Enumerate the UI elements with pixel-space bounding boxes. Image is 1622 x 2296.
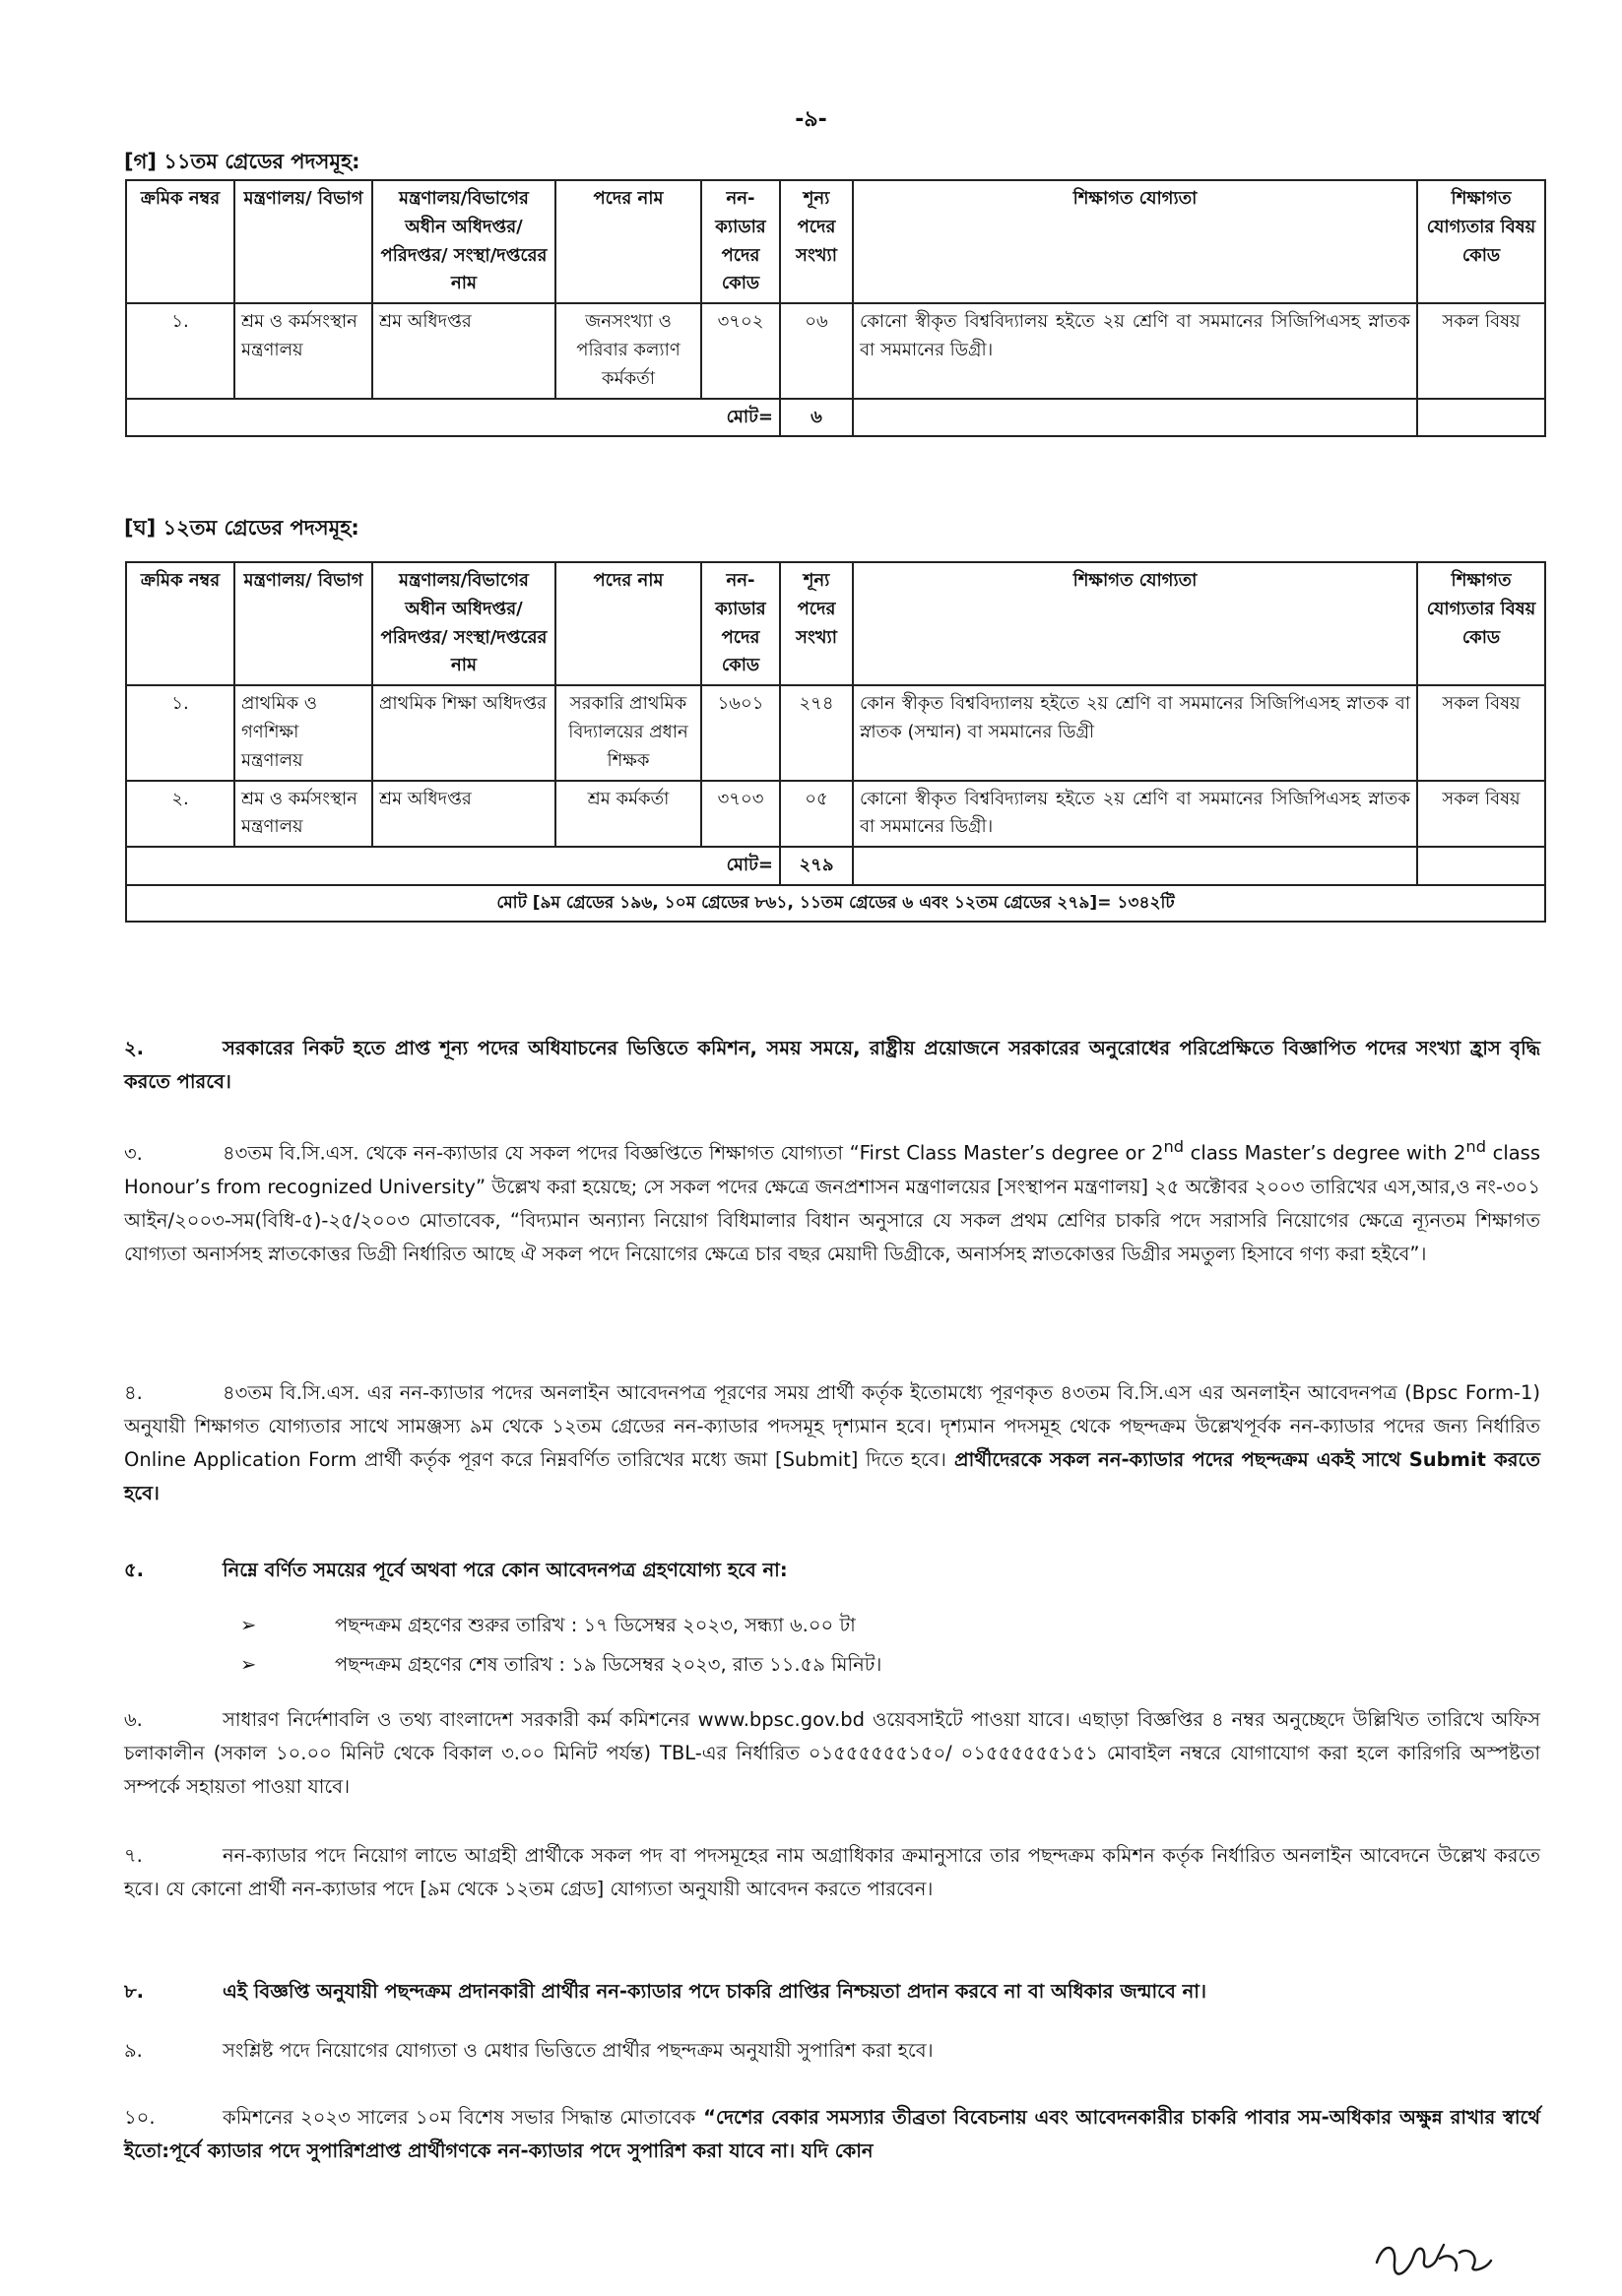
paragraph-number: ৫. bbox=[124, 1559, 145, 1581]
paragraph-text: সাধারণ নির্দেশাবলি ও তথ্য বাংলাদেশ সরকারী কর্ম কমিশনের www.bpsc.gov.bd ওয়েবসাইটে পাওয়া যাবে। এছাড়া বিজ্ঞপ্তির ৪ নম্বর অনুচ্ছেদে উল্লিখিত তারিখে অফিস চলাকালীন (সকাল ১০.০০ মিনিট থেকে বিকাল ৩.০০ মিনিট পর্যন্ত) TBL-এর নির্ধারিত ০১৫৫৫৫৫৫১৫০/ ০১৫৫৫৫৫৫১৫১ মোবাইল নম্বরে যোগাযোগ করা হলে কারিগরি অস্পষ্টতা সম্পর্কে সহায়তা পাওয়া যাবে। bbox=[124, 1708, 1540, 1798]
empty-cell bbox=[853, 847, 1417, 885]
header-vacancy: শূন্য পদের সংখ্যা bbox=[780, 180, 853, 303]
cell-ministry: প্রাথমিক ও গণশিক্ষা মন্ত্রণালয় bbox=[234, 685, 372, 780]
paragraph-number: ৬. bbox=[124, 1708, 143, 1731]
page-number: -৯- bbox=[795, 107, 827, 132]
paragraph-7 bbox=[124, 1839, 1540, 1906]
paragraph-text: সরকারের নিকট হতে প্রাপ্ত শূন্য পদের অধিযাচনের ভিত্তিতে কমিশন, সময় সময়ে, রাষ্ট্রীয় প্রয়োজনে সরকারের অনুরোধের পরিপ্রেক্ষিতে বিজ্ঞাপিত পদের সংখ্যা হ্রাস বৃদ্ধি করতে পারবে। bbox=[124, 1037, 1540, 1093]
header-ministry: মন্ত্রণালয়/ বিভাগ bbox=[234, 562, 372, 685]
paragraph-text: নন-ক্যাডার পদে নিয়োগ লাভে আগ্রহী প্রার্থীকে সকল পদ বা পদসমূহের নাম অগ্রাধিকার ক্রমানুসারে তার পছন্দক্রম কমিশন কর্তৃক নির্ধারিত অনলাইন আবেদনে উল্লেখ করতে হবে। যে কোনো প্রার্থী নন-ক্যাডার পদে [৯ম থেকে ১২তম গ্রেড] যোগ্যতা অনুযায়ী আবেদন করতে পারবেন। bbox=[124, 1844, 1540, 1900]
table-row bbox=[126, 303, 1545, 398]
paragraph-5 bbox=[124, 1554, 1540, 1587]
header-subject-code: শিক্ষাগত যোগ্যতার বিষয় কোড bbox=[1417, 180, 1545, 303]
paragraph-text: সংশ্লিষ্ট পদে নিয়োগের যোগ্যতা ও মেধার ভিত্তিতে প্রার্থীর পছন্দক্রম অনুযায়ী সুপারিশ করা হবে। bbox=[223, 2039, 934, 2062]
cell-vacancy: ০৬ bbox=[780, 303, 853, 398]
table-row bbox=[126, 685, 1545, 780]
superscript: nd bbox=[1163, 1137, 1185, 1156]
header-ministry: মন্ত্রণালয়/ বিভাগ bbox=[234, 180, 372, 303]
cell-post: শ্রম কর্মকর্তা bbox=[555, 781, 701, 848]
cell-serial: ১. bbox=[126, 303, 234, 398]
paragraph-6 bbox=[124, 1703, 1540, 1804]
cell-qualification: কোন স্বীকৃত বিশ্ববিদ্যালয় হইতে ২য় শ্রেণি বা সমমানের সিজিপিএসহ স্নাতক বা স্নাতক (সম্মান) বা সমমানের ডিগ্রী bbox=[853, 685, 1417, 780]
paragraph-number: ১০. bbox=[124, 2106, 156, 2129]
header-post: পদের নাম bbox=[555, 180, 701, 303]
cell-vacancy: ২৭৪ bbox=[780, 685, 853, 780]
bullet-text: পছন্দক্রম গ্রহণের শেষ তারিখ : ১৯ ডিসেম্বর ২০২৩, রাত ১১.৫৯ মিনিট। bbox=[335, 1653, 882, 1676]
arrow-icon: ➢ bbox=[240, 1653, 257, 1676]
empty-cell bbox=[1417, 847, 1545, 885]
paragraph-number: ২. bbox=[124, 1037, 145, 1059]
cell-post: জনসংখ্যা ও পরিবার কল্যাণ কর্মকর্তা bbox=[555, 303, 701, 398]
table-grade-12 bbox=[125, 561, 1546, 923]
header-code: নন-ক্যাডার পদের কোড bbox=[701, 562, 780, 685]
cell-code: ৩৭০৩ bbox=[701, 781, 780, 848]
cell-qualification: কোনো স্বীকৃত বিশ্ববিদ্যালয় হইতে ২য় শ্রেণি বা সমমানের সিজিপিএসহ স্নাতক বা সমমানের ডিগ্রী। bbox=[853, 303, 1417, 398]
header-post: পদের নাম bbox=[555, 562, 701, 685]
paragraph-3 bbox=[124, 1130, 1540, 1271]
empty-cell bbox=[853, 399, 1417, 437]
cell-vacancy: ০৫ bbox=[780, 781, 853, 848]
bullet-start-date bbox=[240, 1612, 856, 1643]
superscript: nd bbox=[1465, 1137, 1487, 1156]
paragraph-number: ৪. bbox=[124, 1381, 143, 1404]
paragraph-10 bbox=[124, 2101, 1540, 2168]
empty-cell bbox=[1417, 399, 1545, 437]
cell-subject-code: সকল বিষয় bbox=[1417, 303, 1545, 398]
cell-department: শ্রম অধিদপ্তর bbox=[372, 303, 555, 398]
paragraph-text: কমিশনের ২০২৩ সালের ১০ম বিশেষ সভার সিদ্ধান্ত মোতাবেক bbox=[223, 2106, 696, 2129]
header-qualification: শিক্ষাগত যোগ্যতা bbox=[853, 180, 1417, 303]
paragraph-number: ৩. bbox=[124, 1141, 143, 1165]
cell-serial: ১. bbox=[126, 685, 234, 780]
total-value: ৬ bbox=[780, 399, 853, 437]
total-value: ২৭৯ bbox=[780, 847, 853, 885]
table-row bbox=[126, 781, 1545, 848]
cell-post: সরকারি প্রাথমিক বিদ্যালয়ের প্রধান শিক্ষক bbox=[555, 685, 701, 780]
bullet-text: পছন্দক্রম গ্রহণের শুরুর তারিখ : ১৭ ডিসেম্বর ২০২৩, সন্ধ্যা ৬.০০ টা bbox=[335, 1614, 856, 1636]
signature-icon bbox=[1369, 2233, 1497, 2282]
paragraph-number: ৭. bbox=[124, 1844, 143, 1867]
paragraph-text: class Master’s degree with 2 bbox=[1184, 1141, 1466, 1165]
paragraph-text: নিম্নে বর্ণিত সময়ের পূর্বে অথবা পরে কোন আবেদনপত্র গ্রহণযোগ্য হবে না: bbox=[223, 1559, 788, 1581]
paragraph-text: ৪৩তম বি.সি.এস. থেকে নন-ক্যাডার যে সকল পদের বিজ্ঞপ্তিতে শিক্ষাগত যোগ্যতা “First Class Master’s degree or 2 bbox=[223, 1141, 1164, 1165]
total-row bbox=[126, 847, 1545, 885]
header-department: মন্ত্রণালয়/বিভাগের অধীন অধিদপ্তর/পরিদপ্তর/ সংস্থা/দপ্তরের নাম bbox=[372, 562, 555, 685]
cell-subject-code: সকল বিষয় bbox=[1417, 781, 1545, 848]
paragraph-text: class Honour’s from recognized University” উল্লেখ করা হয়েছে; সে সকল পদের ক্ষেত্রে জনপ্রশাসন মন্ত্রণালয়ের [সংস্থাপন মন্ত্রণালয়] ২৫ অক্টোবর ২০০৩ তারিখের এস,আর,ও নং-৩০১ আইন/২০০৩-সম(বিধি-৫)-২৫/২০০৩ মোতাবেক, “বিদ্যমান অন্যান্য নিয়োগ বিধিমালার বিধান অনুসারে যে সকল প্রথম শ্রেণির চাকরি পদে সরাসরি নিয়োগের ক্ষেত্রে ন্যূনতম শিক্ষাগত যোগ্যতা অনার্সসহ স্নাতকোত্তর ডিগ্রী নির্ধারিত আছে ঐ সকল পদে নিয়োগের ক্ষেত্রে চার বছর মেয়াদী ডিগ্রীকে, অনার্সসহ স্নাতকোত্তর ডিগ্রীর সমতুল্য হিসাবে গণ্য করা হইবে”। bbox=[124, 1141, 1541, 1265]
table-header-row bbox=[126, 562, 1545, 685]
header-qualification: শিক্ষাগত যোগ্যতা bbox=[853, 562, 1417, 685]
paragraph-4 bbox=[124, 1376, 1540, 1510]
paragraph-text: এই বিজ্ঞপ্তি অনুযায়ী পছন্দক্রম প্রদানকারী প্রার্থীর নন-ক্যাডার পদে চাকরি প্রাপ্তির নিশ্চয়তা প্রদান করবে না বা অধিকার জন্মাবে না। bbox=[223, 1980, 1206, 2003]
cell-ministry: শ্রম ও কর্মসংস্থান মন্ত্রণালয় bbox=[234, 781, 372, 848]
bullet-end-date bbox=[240, 1651, 881, 1683]
cell-subject-code: সকল বিষয় bbox=[1417, 685, 1545, 780]
header-vacancy: শূন্য পদের সংখ্যা bbox=[780, 562, 853, 685]
arrow-icon: ➢ bbox=[240, 1614, 257, 1636]
header-serial: ক্রমিক নম্বর bbox=[126, 180, 234, 303]
cell-serial: ২. bbox=[126, 781, 234, 848]
cell-code: ৩৭০২ bbox=[701, 303, 780, 398]
header-department: মন্ত্রণালয়/বিভাগের অধীন অধিদপ্তর/পরিদপ্তর/ সংস্থা/দপ্তরের নাম bbox=[372, 180, 555, 303]
paragraph-2 bbox=[124, 1032, 1540, 1099]
grand-total: মোট [৯ম গ্রেডের ১৯৬, ১০ম গ্রেডের ৮৬১, ১১তম গ্রেডের ৬ এবং ১২তম গ্রেডের ২৭৯]= ১৩৪২টি bbox=[126, 885, 1545, 922]
cell-code: ১৬০১ bbox=[701, 685, 780, 780]
header-serial: ক্রমিক নম্বর bbox=[126, 562, 234, 685]
header-code: নন-ক্যাডার পদের কোড bbox=[701, 180, 780, 303]
paragraph-bold-text: প্রার্থীদেরকে সকল নন-ক্যাডার পদের পছন্দক্রম একই সাথে Submit করতে হবে। bbox=[124, 1448, 1540, 1504]
table-grade-11 bbox=[125, 179, 1546, 437]
paragraph-number: ৯. bbox=[124, 2039, 143, 2062]
paragraph-bold-text: “দেশের বেকার সমস্যার তীব্রতা বিবেচনায় এবং আবেদনকারীর চাকরি পাবার সম-অধিকার অক্ষুন্ন রাখার স্বার্থে ইতো:পূর্বে ক্যাডার পদে সুপারিশপ্রাপ্ত প্রার্থীগণকে নন-ক্যাডার পদে সুপারিশ করা যাবে না। যদি কোন bbox=[124, 2106, 1540, 2162]
paragraph-8 bbox=[124, 1975, 1540, 2009]
total-label: মোট= bbox=[126, 399, 780, 437]
grand-total-row bbox=[126, 885, 1545, 922]
section-title-grade-11: [গ] ১১তম গ্রেডের পদসমূহ: bbox=[124, 150, 360, 173]
paragraph-9 bbox=[124, 2034, 1540, 2068]
cell-ministry: শ্রম ও কর্মসংস্থান মন্ত্রণালয় bbox=[234, 303, 372, 398]
header-subject-code: শিক্ষাগত যোগ্যতার বিষয় কোড bbox=[1417, 562, 1545, 685]
cell-department: শ্রম অধিদপ্তর bbox=[372, 781, 555, 848]
paragraph-number: ৮. bbox=[124, 1980, 145, 2003]
cell-qualification: কোনো স্বীকৃত বিশ্ববিদ্যালয় হইতে ২য় শ্রেণি বা সমমানের সিজিপিএসহ স্নাতক বা সমমানের ডিগ্রী। bbox=[853, 781, 1417, 848]
section-title-grade-12: [ঘ] ১২তম গ্রেডের পদসমূহ: bbox=[124, 516, 359, 540]
total-label: মোট= bbox=[126, 847, 780, 885]
cell-department: প্রাথমিক শিক্ষা অধিদপ্তর bbox=[372, 685, 555, 780]
total-row bbox=[126, 399, 1545, 437]
paragraph-text: ৪৩তম বি.সি.এস. এর নন-ক্যাডার পদের অনলাইন আবেদনপত্র পূরণের সময় প্রার্থী কর্তৃক ইতোমধ্যে পূরণকৃত ৪৩তম বি.সি.এস এর অনলাইন আবেদনপত্র (Bpsc Form-1) অনুযায়ী শিক্ষাগত যোগ্যতার সাথে সামঞ্জস্য ৯ম থেকে ১২তম গ্রেডের নন-ক্যাডার পদসমূহ দৃশ্যমান হবে। দৃশ্যমান পদসমূহ থেকে পছন্দক্রম উল্লেখপূর্বক নন-ক্যাডার পদের জন্য নির্ধারিত Online Application Form প্রার্থী কর্তৃক পূরণ করে নিম্নবর্ণিত তারিখের মধ্যে জমা [Submit] দিতে হবে। bbox=[124, 1381, 1540, 1471]
table-header-row bbox=[126, 180, 1545, 303]
